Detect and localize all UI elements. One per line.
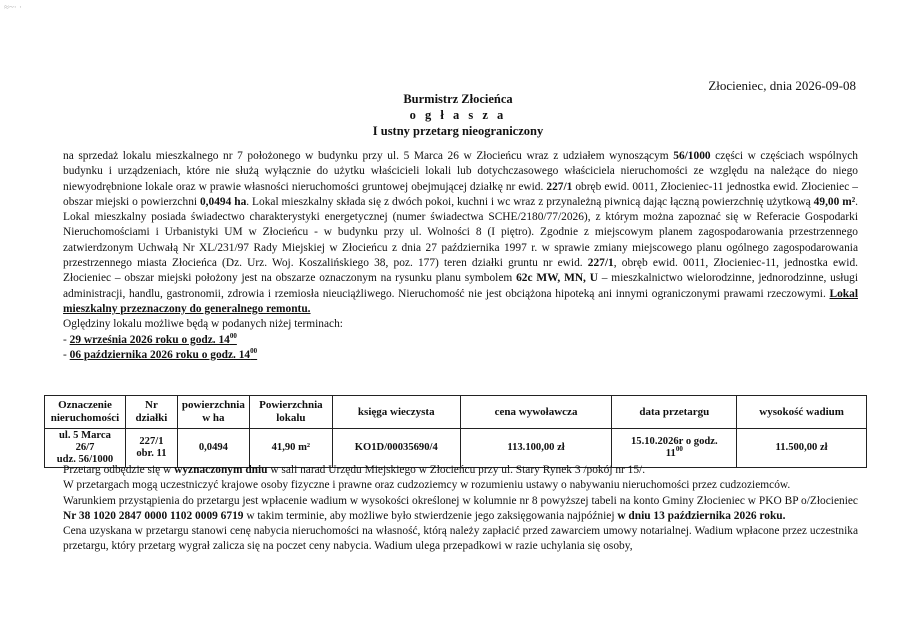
- zoning-symbol: 62c MW, MN, U: [516, 272, 598, 285]
- minutes-sup: 00: [675, 445, 683, 453]
- cell-price: 113.100,00 zł: [460, 429, 612, 468]
- text-run: w sali narad Urzędu Miejskiego w Złocieńcu przy ul. Stary Rynek 3 /pokój nr 15/.: [267, 464, 646, 476]
- text-run: obręb ewid. 0011, Złocieniec-11 jednostka ewid. Złocieniec – obszar miejski o powierzchni: [63, 180, 858, 208]
- parcel-number: 227/1: [587, 257, 614, 270]
- header-text: Nr: [145, 399, 158, 411]
- header-auction-date: data przetargu: [612, 396, 737, 429]
- text-run: . Lokal mieszkalny składa się z dwóch pokoi, kuchni i wc wraz z przynależną piwnicą dając łączną powierzchnię użytkową: [246, 195, 814, 208]
- header-location: [45, 396, 126, 429]
- cell-text: ul. 5 Marca: [59, 430, 111, 441]
- cell-text: 227/1: [139, 436, 164, 447]
- table-row: [45, 429, 867, 468]
- viewing-intro: Oględziny lokalu możliwe będą w podanych niżej terminach:: [63, 318, 343, 331]
- cell-text: obr. 11: [136, 448, 167, 459]
- cell-area-ha: 0,0494: [177, 429, 249, 468]
- renovation-note: Lokal mieszkalny przeznaczony do generalnego remontu.: [63, 287, 858, 315]
- description-paragraph: [63, 149, 858, 317]
- text-run: części w częściach wspólnych budynku i urządzeniach, które nie służą wyłącznie do użytku właścicieli lokali lub dotychczasowego właściciela nieruchomości ze względu na należące do niego niewyodrębnione lokale oraz w prawie własności nieruchomości gruntowej obejmującej działkę nr ewid.: [63, 150, 858, 193]
- dash: -: [63, 333, 70, 346]
- cell-parcel: [125, 429, 177, 468]
- deposit-paragraph: [63, 494, 858, 525]
- deposit-deadline: w dniu 13 października 2026 roku.: [617, 509, 786, 522]
- viewing-date-text: [69, 346, 258, 361]
- parcel-number: 227/1: [546, 180, 573, 193]
- text-run-bold: wyznaczonym dniu: [174, 464, 268, 476]
- description-block: [63, 149, 858, 363]
- property-table: [44, 395, 867, 468]
- date-text: 06 października 2026 roku o godz. 14: [69, 348, 251, 361]
- auction-place-paragraph: [63, 463, 858, 478]
- text-run: w takim terminie, aby możliwe było stwierdzenie jego zaksięgowania najpóźniej: [243, 509, 618, 522]
- header-deposit: wysokość wadium: [737, 396, 867, 429]
- bank-account: Nr 38 1020 2847 0000 1102 0009 6719: [63, 509, 244, 522]
- date-text: 29 września 2026 roku o godz. 14: [69, 333, 230, 346]
- text-run: , obręb ewid. 0011, Złocieniec-11, jednostka ewid. Złocieniec – obszar miejski położony jest na obszarze oznaczonym na rysunku planu symbolem: [63, 257, 858, 285]
- header-price: cena wywoławcza: [460, 396, 612, 429]
- header-text: powierzchnia: [181, 399, 245, 411]
- viewing-date-text: [69, 331, 237, 346]
- dash: -: [63, 348, 70, 361]
- auction-title: I ustny przetarg nieograniczony: [372, 124, 544, 138]
- header-area-ha: [177, 396, 249, 429]
- cell-deposit: 11.500,00 zł: [737, 429, 867, 468]
- text-run: na sprzedaż lokalu mieszkalnego nr 7 położonego w budynku przy ul. 5 Marca 26 w Złocieńcu wraz z udziałem wynoszącym: [63, 150, 674, 162]
- cell-auction-date: [612, 429, 737, 468]
- scan-smudge: ≈~· ·: [4, 2, 23, 12]
- minutes-sup: 00: [250, 346, 258, 355]
- cell-area-flat: 41,90 m²: [249, 429, 332, 468]
- minutes-sup: 00: [229, 331, 237, 340]
- cell-text: udz. 56/1000: [56, 454, 114, 465]
- text-run: Przetarg odbędzie się w: [63, 464, 175, 476]
- cell-location: [45, 429, 126, 468]
- header-parcel: [125, 396, 177, 429]
- viewing-date-1: [63, 333, 858, 348]
- header-text: w ha: [202, 412, 225, 424]
- participants-paragraph: W przetargach mogą uczestniczyć krajowe osoby fizyczne i prawne oraz cudzoziemcy w rozumieniu ustawy o nabywaniu nieruchomości przez cudzoziemców.: [63, 479, 791, 492]
- header-text: działki: [135, 412, 168, 424]
- table-header-row: [45, 396, 867, 429]
- text-run: Warunkiem przystąpienia do przetargu jest wpłacenie wadium w wysokości określonej w kolumnie nr 8 powyższej tabeli na konto Gminy Złocieniec w PKO BP o/Złocieniec: [63, 494, 858, 507]
- header-text: lokalu: [276, 412, 306, 424]
- cell-land-register: KO1D/00035690/4: [332, 429, 460, 468]
- text-run: – mieszkalnictwo wielorodzinne, jednorodzinne, usługi administracji, handlu, gastronomii, zdrowia i rzemiosła nieuciążliwego. Nieruchomość nie jest obciążona hipoteką ani innymi ograniczonymi prawami rzeczowymi.: [63, 272, 858, 300]
- header-text: Oznaczenie: [58, 399, 112, 411]
- document-date: Złocieniec, dnia 2026-09-08: [708, 78, 856, 93]
- usable-area: 49,00 m²: [813, 195, 856, 208]
- viewing-date-2: [63, 348, 858, 363]
- issuer-title: Burmistrz Złocieńca: [403, 92, 513, 106]
- terms-block: [63, 463, 858, 555]
- parcel-area: 0,0494 ha: [199, 195, 247, 208]
- header-area-flat: [249, 396, 332, 429]
- announces-title: o g ł a s z a: [409, 108, 507, 122]
- header-text: Powierzchnia: [259, 399, 323, 411]
- cell-text: 11: [665, 448, 676, 459]
- cell-text: 26/7: [75, 442, 95, 453]
- header-land-register: księga wieczysta: [332, 396, 460, 429]
- header-text: nieruchomości: [50, 412, 120, 424]
- share-value: 56/1000: [673, 150, 711, 162]
- text-run: . Lokal mieszkalny posiada świadectwo charakterystyki energetycznej (numer świadectwa SCHE/2180/77/2026), z którym można zapoznać się w Referacie Gospodarki Nieruchomościami i Urbanistyki UM w Złocieńcu - w budynku przy ul. Wolności 8 (I piętro). Zgodnie z miejscowym planem zagospodarowania przestrzennego zatwierdzonym Uchwałą Nr XL/231/97 Rady Miejskiej w Złocieńcu z dnia 27 października 1997 r. w sprawie zmiany miejscowego planu ogólnego zagospodarowania przestrzennego miasta Złocieńca (Dz. Urz. Woj. Koszalińskiego 38, poz. 177) teren działki gruntu nr ewid.: [63, 195, 858, 270]
- price-paragraph: Cena uzyskana w przetargu stanowi cenę nabycia nieruchomości na własność, którą należy zapłacić przed zawarciem umowy notarialnej. Wadium wpłacone przez uczestnika przetargu, który przetarg wygrał zalicza się na poczet ceny nabycia. Wadium ulega przepadkowi w razie uchylania się osoby,: [63, 525, 858, 553]
- cell-text: 15.10.2026r o godz.: [631, 436, 718, 447]
